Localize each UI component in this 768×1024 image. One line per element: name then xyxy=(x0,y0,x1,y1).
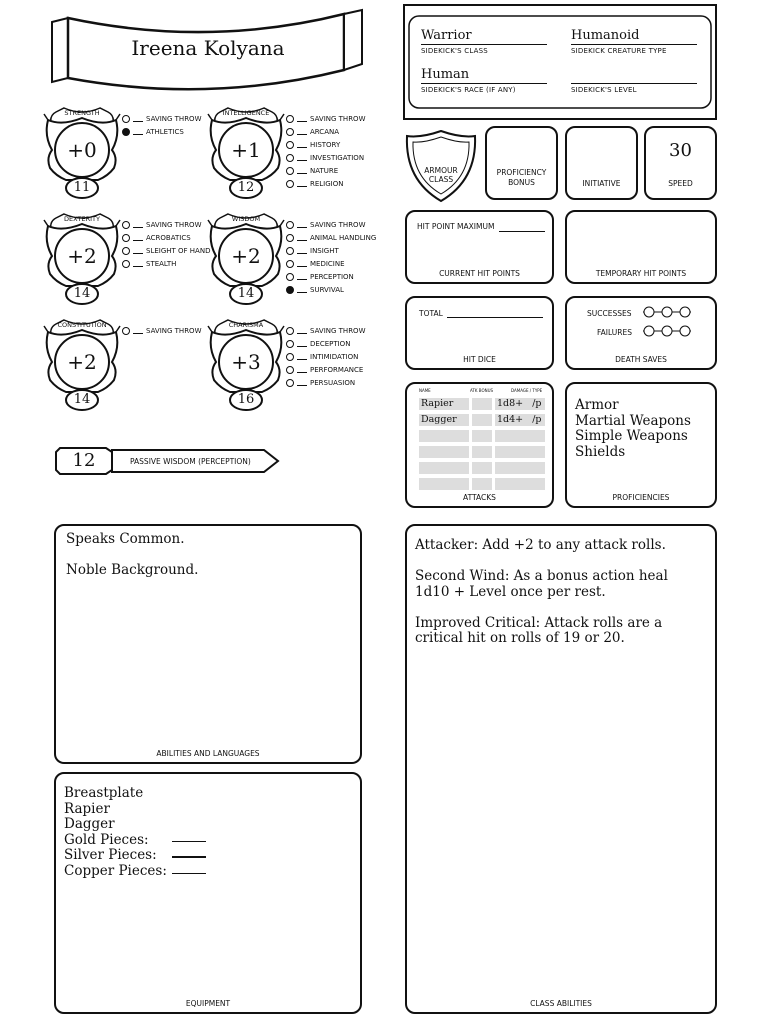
skill-row xyxy=(286,218,366,231)
attack-bonus-field[interactable] xyxy=(472,462,492,474)
ability-constitution xyxy=(42,318,122,418)
proficiency-radio[interactable] xyxy=(286,180,294,188)
attack-bonus-field[interactable] xyxy=(472,414,492,426)
proficiency-radio[interactable] xyxy=(122,234,130,242)
attacks-box xyxy=(405,382,554,508)
initiative-box[interactable] xyxy=(565,126,638,200)
skill-label: ATHLETICS xyxy=(146,127,184,136)
ability-score[interactable]: 14 xyxy=(73,392,91,407)
race-label: SIDEKICK'S RACE (IF ANY) xyxy=(421,86,516,94)
attack-name-field[interactable]: Rapier xyxy=(419,398,469,410)
proficiency-radio[interactable] xyxy=(122,128,130,136)
death-saves-label: DEATH SAVES xyxy=(615,355,667,364)
proficiency-radio[interactable] xyxy=(286,221,294,229)
proficiency-radio[interactable] xyxy=(286,247,294,255)
attack-bonus-field[interactable] xyxy=(472,446,492,458)
ability-label: WISDOM xyxy=(231,215,261,223)
attack-damage-field[interactable]: 1d4+ /p xyxy=(495,414,545,426)
ability-label: CONSTITUTION xyxy=(57,321,107,329)
ability-wisdom xyxy=(206,212,286,312)
proficiency-radio[interactable] xyxy=(122,221,130,229)
silver-pieces-field[interactable] xyxy=(172,850,206,858)
skill-bonus-field[interactable] xyxy=(133,234,143,241)
skill-bonus-field[interactable] xyxy=(133,128,143,135)
proficiency-radio[interactable] xyxy=(286,167,294,175)
skill-label: STEALTH xyxy=(146,259,177,268)
proficiencies-box[interactable] xyxy=(565,382,717,508)
death-failures-circles-icon[interactable] xyxy=(641,325,693,337)
skill-label: INTIMIDATION xyxy=(310,352,359,361)
ability-modifier[interactable]: +1 xyxy=(231,138,261,162)
skill-row xyxy=(286,337,350,350)
ability-charisma xyxy=(206,318,286,418)
proficiencies-text: Armor Martial Weapons Simple Weapons Shields xyxy=(575,397,691,460)
ability-score[interactable]: 16 xyxy=(237,392,255,407)
attack-name-field[interactable]: Dagger xyxy=(419,414,469,426)
equipment-box[interactable] xyxy=(54,772,362,1014)
ability-label: INTELLIGENCE xyxy=(222,109,270,117)
skill-label: SLEIGHT OF HAND xyxy=(146,246,211,255)
skill-row xyxy=(286,164,338,177)
skill-bonus-field[interactable] xyxy=(297,167,307,174)
skill-bonus-field[interactable] xyxy=(133,247,143,254)
skill-bonus-field[interactable] xyxy=(297,234,307,241)
creature-type-label: SIDEKICK CREATURE TYPE xyxy=(571,47,667,55)
attack-row xyxy=(419,478,548,490)
hp-max-field[interactable] xyxy=(499,224,545,232)
proficiency-radio[interactable] xyxy=(286,115,294,123)
proficiency-radio[interactable] xyxy=(286,234,294,242)
proficiency-radio[interactable] xyxy=(286,273,294,281)
proficiency-radio[interactable] xyxy=(286,379,294,387)
proficiency-radio[interactable] xyxy=(286,154,294,162)
passive-wisdom-label: PASSIVE WISDOM (PERCEPTION) xyxy=(130,457,251,466)
character-name[interactable]: Ireena Kolyana xyxy=(131,36,285,60)
initiative-label: INITIATIVE xyxy=(582,179,621,188)
equipment-item: Silver Pieces: xyxy=(64,847,157,863)
hit-dice-box[interactable] xyxy=(405,296,554,370)
gold-pieces-field[interactable] xyxy=(172,834,206,842)
equipment-item: Rapier xyxy=(64,800,110,817)
skill-row xyxy=(286,283,344,296)
attack-damage-field[interactable]: 1d8+ /p xyxy=(495,398,545,410)
skill-row xyxy=(122,324,202,337)
skill-row xyxy=(286,112,366,125)
proficiency-radio[interactable] xyxy=(122,327,130,335)
armor-class-label: ARMOUR CLASS xyxy=(424,166,458,184)
ability-modifier[interactable]: +3 xyxy=(231,350,261,374)
death-failures-label: FAILURES xyxy=(597,328,632,337)
class-abilities-label: CLASS ABILITIES xyxy=(530,999,592,1008)
skill-label: INSIGHT xyxy=(310,246,339,255)
hit-dice-total-field[interactable] xyxy=(447,310,543,318)
current-hp-label: CURRENT HIT POINTS xyxy=(439,269,520,278)
proficiency-radio[interactable] xyxy=(286,141,294,149)
skill-row xyxy=(286,244,339,257)
equipment-item: Copper Pieces: xyxy=(64,862,167,879)
attack-bonus-field[interactable] xyxy=(472,478,492,490)
skill-bonus-field[interactable] xyxy=(133,115,143,122)
level-field[interactable] xyxy=(571,67,697,84)
attack-damage-field[interactable] xyxy=(495,430,545,442)
skill-row xyxy=(286,376,355,389)
skill-label: HISTORY xyxy=(310,140,341,149)
attack-row xyxy=(419,462,548,474)
equipment-label: EQUIPMENT xyxy=(185,999,231,1008)
skill-bonus-field[interactable] xyxy=(297,141,307,148)
proficiency-radio[interactable] xyxy=(286,286,294,294)
skill-label: PERSUASION xyxy=(310,378,356,387)
ability-intelligence xyxy=(206,106,286,206)
skill-row xyxy=(286,151,364,164)
skill-row xyxy=(122,218,202,231)
speed-label: SPEED xyxy=(668,179,693,188)
death-successes-label: SUCCESSES xyxy=(587,309,632,318)
speed-box[interactable] xyxy=(644,126,717,200)
class-field[interactable]: Warrior xyxy=(421,28,547,45)
hit-dice-label: HIT DICE xyxy=(463,355,496,364)
proficiency-radio[interactable] xyxy=(286,128,294,136)
speed-value: 30 xyxy=(669,140,692,161)
current-hp-box[interactable] xyxy=(405,210,554,284)
skill-label: ARCANA xyxy=(310,127,340,136)
skill-label: SAVING THROW xyxy=(310,326,366,335)
skill-label: SAVING THROW xyxy=(146,220,202,229)
race-field[interactable]: Human xyxy=(421,67,547,84)
attack-row xyxy=(419,398,548,410)
skill-bonus-field[interactable] xyxy=(297,221,307,228)
ability-strength xyxy=(42,106,122,206)
skill-bonus-field[interactable] xyxy=(297,128,307,135)
abilities-languages-text: Speaks Common. Noble Background. xyxy=(66,531,199,578)
skill-label: INVESTIGATION xyxy=(310,153,365,162)
attack-name-field[interactable] xyxy=(419,478,469,490)
ability-modifier[interactable]: +2 xyxy=(67,350,97,374)
abilities-languages-box[interactable] xyxy=(54,524,362,764)
abilities-languages-label: ABILITIES AND LANGUAGES xyxy=(156,749,260,758)
attack-row xyxy=(419,414,548,426)
passive-wisdom xyxy=(54,444,282,478)
skill-bonus-field[interactable] xyxy=(297,115,307,122)
proficiency-radio[interactable] xyxy=(286,340,294,348)
name-banner xyxy=(48,8,366,92)
skill-bonus-field[interactable] xyxy=(297,340,307,347)
skill-bonus-field[interactable] xyxy=(297,247,307,254)
temp-hp-label: TEMPORARY HIT POINTS xyxy=(595,269,687,278)
skill-row xyxy=(286,125,339,138)
proficiency-bonus-label: PROFICIENCY BONUS xyxy=(496,168,547,187)
skill-label: SAVING THROW xyxy=(146,326,202,335)
ability-label: DEXTERITY xyxy=(64,215,100,223)
skill-bonus-field[interactable] xyxy=(297,154,307,161)
copper-pieces-field[interactable] xyxy=(172,866,206,874)
skill-label: SAVING THROW xyxy=(146,114,202,123)
attacks-col-damage: DAMAGE / TYPE xyxy=(511,388,543,393)
hp-max-label: HIT POINT MAXIMUM xyxy=(417,222,495,231)
skill-row xyxy=(286,177,344,190)
attack-row xyxy=(419,446,548,458)
skill-bonus-field[interactable] xyxy=(297,180,307,187)
proficiency-radio[interactable] xyxy=(286,366,294,374)
skill-row xyxy=(122,112,202,125)
passive-wisdom-value[interactable]: 12 xyxy=(72,450,96,471)
attack-row xyxy=(419,430,548,442)
equipment-item: Dagger xyxy=(64,816,115,832)
skill-row xyxy=(286,270,354,283)
ability-label: CHARISMA xyxy=(228,321,264,329)
equipment-list xyxy=(64,786,167,879)
skill-label: DECEPTION xyxy=(310,339,351,348)
proficiency-radio[interactable] xyxy=(122,260,130,268)
death-successes-circles-icon[interactable] xyxy=(641,306,693,318)
death-saves-box xyxy=(565,296,717,370)
ability-modifier[interactable]: +2 xyxy=(67,244,97,268)
skill-bonus-field[interactable] xyxy=(297,366,307,373)
skill-row xyxy=(122,231,191,244)
proficiency-radio[interactable] xyxy=(122,115,130,123)
ability-label: STRENGTH xyxy=(64,109,100,117)
skill-label: ACROBATICS xyxy=(146,233,191,242)
skill-label: MEDICINE xyxy=(310,259,345,268)
skill-label: PERFORMANCE xyxy=(310,365,364,374)
equipment-item: Breastplate xyxy=(64,785,144,801)
attack-name-field[interactable] xyxy=(419,462,469,474)
ability-modifier[interactable]: +0 xyxy=(67,138,97,162)
attacks-col-name: NAME xyxy=(419,388,431,393)
skill-row xyxy=(286,257,345,270)
skill-row xyxy=(286,324,366,337)
skill-row xyxy=(122,244,210,257)
header-info-box xyxy=(403,4,717,120)
attack-damage-field[interactable] xyxy=(495,478,545,490)
skill-row xyxy=(286,231,376,244)
proficiency-radio[interactable] xyxy=(286,327,294,335)
proficiency-radio[interactable] xyxy=(286,353,294,361)
creature-type-field[interactable]: Humanoid xyxy=(571,28,697,45)
skill-bonus-field[interactable] xyxy=(297,273,307,280)
ability-dexterity xyxy=(42,212,122,312)
ability-score[interactable]: 11 xyxy=(73,180,91,195)
attack-damage-field[interactable] xyxy=(495,462,545,474)
skill-label: SURVIVAL xyxy=(310,285,344,294)
header-frame-icon xyxy=(403,4,717,120)
attack-bonus-field[interactable] xyxy=(472,398,492,410)
skill-row xyxy=(122,257,176,270)
attacks-col-bonus: ATK BONUS xyxy=(470,388,494,393)
skill-row xyxy=(286,138,340,151)
skill-label: NATURE xyxy=(310,166,339,175)
skill-row xyxy=(286,363,363,376)
skill-bonus-field[interactable] xyxy=(297,379,307,386)
proficiency-radio[interactable] xyxy=(122,247,130,255)
ability-score[interactable]: 14 xyxy=(237,286,255,301)
skill-label: SAVING THROW xyxy=(310,220,366,229)
skill-bonus-field[interactable] xyxy=(133,260,143,267)
attack-damage-field[interactable] xyxy=(495,446,545,458)
skill-bonus-field[interactable] xyxy=(297,327,307,334)
skill-row xyxy=(286,350,358,363)
proficiency-bonus-box[interactable] xyxy=(485,126,558,200)
skill-label: PERCEPTION xyxy=(310,272,354,281)
attack-bonus-field[interactable] xyxy=(472,430,492,442)
proficiency-radio[interactable] xyxy=(286,260,294,268)
ability-score[interactable]: 14 xyxy=(73,286,91,301)
attack-name-field[interactable] xyxy=(419,446,469,458)
temp-hp-box[interactable] xyxy=(565,210,717,284)
skill-label: SAVING THROW xyxy=(310,114,366,123)
ability-score[interactable]: 12 xyxy=(237,180,255,195)
level-label: SIDEKICK'S LEVEL xyxy=(571,86,637,94)
class-abilities-box[interactable] xyxy=(405,524,717,1014)
skill-bonus-field[interactable] xyxy=(297,353,307,360)
proficiencies-label: PROFICIENCIES xyxy=(612,493,670,502)
skill-bonus-field[interactable] xyxy=(133,221,143,228)
equipment-item: Gold Pieces: xyxy=(64,831,149,848)
ability-modifier[interactable]: +2 xyxy=(231,244,261,268)
armor-class xyxy=(403,128,479,204)
class-abilities-text: Attacker: Add +2 to any attack rolls. Second Wind: As a bonus action heal 1d10 + Level once per rest. Improved Critical: Attack rolls are a critical hit on rolls of 19 or 20. xyxy=(415,537,668,646)
class-label: SIDEKICK'S CLASS xyxy=(421,47,488,55)
skill-label: ANIMAL HANDLING xyxy=(310,233,377,242)
skill-bonus-field[interactable] xyxy=(297,260,307,267)
skill-label: RELIGION xyxy=(310,179,344,188)
attacks-label: ATTACKS xyxy=(463,493,496,502)
hit-dice-total-label: TOTAL xyxy=(419,309,443,318)
attack-name-field[interactable] xyxy=(419,430,469,442)
skill-bonus-field[interactable] xyxy=(297,286,307,293)
skill-row xyxy=(122,125,184,138)
skill-bonus-field[interactable] xyxy=(133,327,143,334)
